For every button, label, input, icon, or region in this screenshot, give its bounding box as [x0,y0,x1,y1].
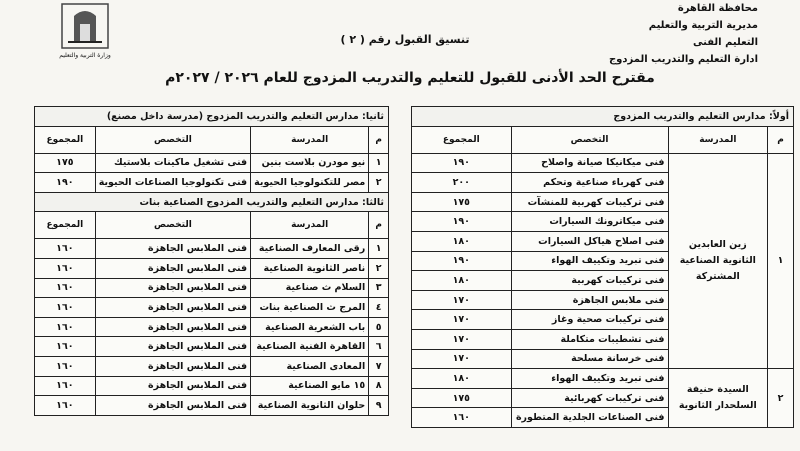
school-name: ١٥ مايو الصناعية [251,376,369,396]
specialization: فنى تركيبات كهربية للمنشآت [511,192,668,212]
specialization: فنى ميكانيكا صيانة واصلاح [511,153,668,173]
min-total: ١٦٠ [35,278,96,298]
page-title: مقترح الحد الأدنى للقبول للتعليم والتدريب المزدوج للعام ٢٠٢٦ / ٢٠٢٧م [165,70,655,86]
school-name: السلام ث صناعية [251,278,369,298]
row-number: ٥ [369,317,389,337]
specialization: فنى تركيبات كهربائية [511,388,668,408]
school-name: ناصر الثانوية الصناعية [251,258,369,278]
right-table [411,106,794,428]
directorate-label: مديرية التربية والتعليم [648,20,758,31]
table-row [35,298,389,318]
school-name: المعادى الصناعية [251,356,369,376]
specialization: فنى الصناعات الجلدية المتطورة [511,408,668,428]
school-name: زين العابدين الثانوية الصناعية المشتركة [668,153,768,369]
table-row [35,173,389,193]
row-number: ١ [369,153,389,173]
min-total: ١٦٠ [35,376,96,396]
specialization: فنى تشغيل ماكينات بلاستيك [95,153,250,173]
min-total: ١٦٠ [35,317,96,337]
technical-label: التعليم الفنى [693,37,758,48]
min-total: ١٧٠ [412,329,512,349]
min-total: ١٩٠ [412,251,512,271]
table-row [35,337,389,357]
col-total-header: المجموع [35,126,96,153]
col-total-header: المجموع [35,212,96,239]
col-num-header: م [369,126,389,153]
col-school-header: المدرسة [668,126,768,153]
governorate-label: محافظة القاهرة [677,3,758,14]
ministry-logo [54,2,116,64]
min-total: ١٦٠ [35,396,96,416]
col-spec-header: التخصص [95,126,250,153]
specialization: فنى تبريد وتكييف الهواء [511,251,668,271]
specialization: فنى ملابس الجاهزة [511,290,668,310]
school-name: القاهرة الفنية الصناعية [251,337,369,357]
min-total: ١٧٠ [412,290,512,310]
specialization: فنى تركيبات صحية وغاز [511,310,668,330]
specialization: فنى الملابس الجاهزة [95,278,250,298]
row-number: ١ [768,153,794,369]
table-row [35,278,389,298]
specialization: فنى تكنولوجيا الصناعات الحيوية [95,173,250,193]
row-number: ٧ [369,356,389,376]
table-row [35,317,389,337]
specialization: فنى الملابس الجاهزة [95,376,250,396]
specialization: فنى الملابس الجاهزة [95,337,250,357]
min-total: ١٨٠ [412,231,512,251]
min-total: ١٩٠ [412,153,512,173]
min-total: ١٧٥ [35,153,96,173]
min-total: ١٦٠ [35,239,96,259]
specialization: فنى تبريد وتكييف الهواء [511,369,668,389]
row-number: ٨ [369,376,389,396]
min-total: ١٦٠ [35,298,96,318]
school-name: مصر للتكنولوجيا الحيوية [251,173,369,193]
coordination-number: تنسيق القبول رقم ( ٢ ) [340,33,470,46]
row-number: ٢ [369,173,389,193]
table-row [35,396,389,416]
specialization: فنى تشطيبات متكاملة [511,329,668,349]
row-number: ٣ [369,278,389,298]
specialization: فنى خرسانة مسلحة [511,349,668,369]
section2-title: ثانيا: مدارس التعليم والتدريب المزدوج (مدرسة داخل مصنع) [35,107,389,127]
table-row [35,258,389,278]
specialization: فنى الملابس الجاهزة [95,356,250,376]
section3-title: ثالثا: مدارس التعليم والتدريب المزدوج الصناعية بنات [35,192,389,212]
specialization: فنى الملابس الجاهزة [95,317,250,337]
row-number: ٩ [369,396,389,416]
specialization: فنى اصلاح هياكل السيارات [511,231,668,251]
min-total: ١٦٠ [35,258,96,278]
min-total: ١٧٥ [412,192,512,212]
min-total: ١٦٠ [412,408,512,428]
school-name: حلوان الثانوية الصناعية [251,396,369,416]
section1-title: أولاً: مدارس التعليم والتدريب المزدوج [412,107,794,127]
min-total: ١٦٠ [35,356,96,376]
row-number: ١ [369,239,389,259]
col-school-header: المدرسة [251,126,369,153]
table-row [35,376,389,396]
dual-admin-label: ادارة التعليم والتدريب المزدوج [608,54,758,65]
school-name: السيدة حنيفة السلحدار الثانوية [668,369,768,428]
specialization: فنى الملابس الجاهزة [95,239,250,259]
table-row [412,369,794,389]
specialization: فنى الملابس الجاهزة [95,258,250,278]
col-num-header: م [768,126,794,153]
table-row [412,153,794,173]
col-num-header: م [369,212,389,239]
row-number: ٦ [369,337,389,357]
row-number: ٤ [369,298,389,318]
header-block [598,0,758,68]
min-total: ١٧٠ [412,349,512,369]
min-total: ١٨٠ [412,271,512,291]
min-total: ١٦٠ [35,337,96,357]
col-spec-header: التخصص [95,212,250,239]
min-total: ١٩٠ [412,212,512,232]
col-spec-header: التخصص [511,126,668,153]
left-table [34,106,389,416]
min-total: ١٧٠ [412,310,512,330]
table-row [35,153,389,173]
specialization: فنى كهرباء صناعية وتحكم [511,173,668,193]
min-total: ١٧٥ [412,388,512,408]
min-total: ١٨٠ [412,369,512,389]
school-name: باب الشعرية الصناعية [251,317,369,337]
row-number: ٢ [768,369,794,428]
specialization: فنى الملابس الجاهزة [95,298,250,318]
specialization: فنى تركيبات كهربية [511,271,668,291]
specialization: فنى الملابس الجاهزة [95,396,250,416]
table-row [35,356,389,376]
min-total: ١٩٠ [35,173,96,193]
logo-text: وزارة التربية والتعليم [59,52,111,59]
school-name: نيو مودرن بلاست بنين [251,153,369,173]
school-name: المرج ث الصناعية بنات [251,298,369,318]
row-number: ٢ [369,258,389,278]
ministry-logo-icon [54,2,116,52]
min-total: ٢٠٠ [412,173,512,193]
col-total-header: المجموع [412,126,512,153]
specialization: فنى ميكاترونك السيارات [511,212,668,232]
col-school-header: المدرسة [251,212,369,239]
table-row [35,239,389,259]
school-name: رقى المعارف الصناعية [251,239,369,259]
